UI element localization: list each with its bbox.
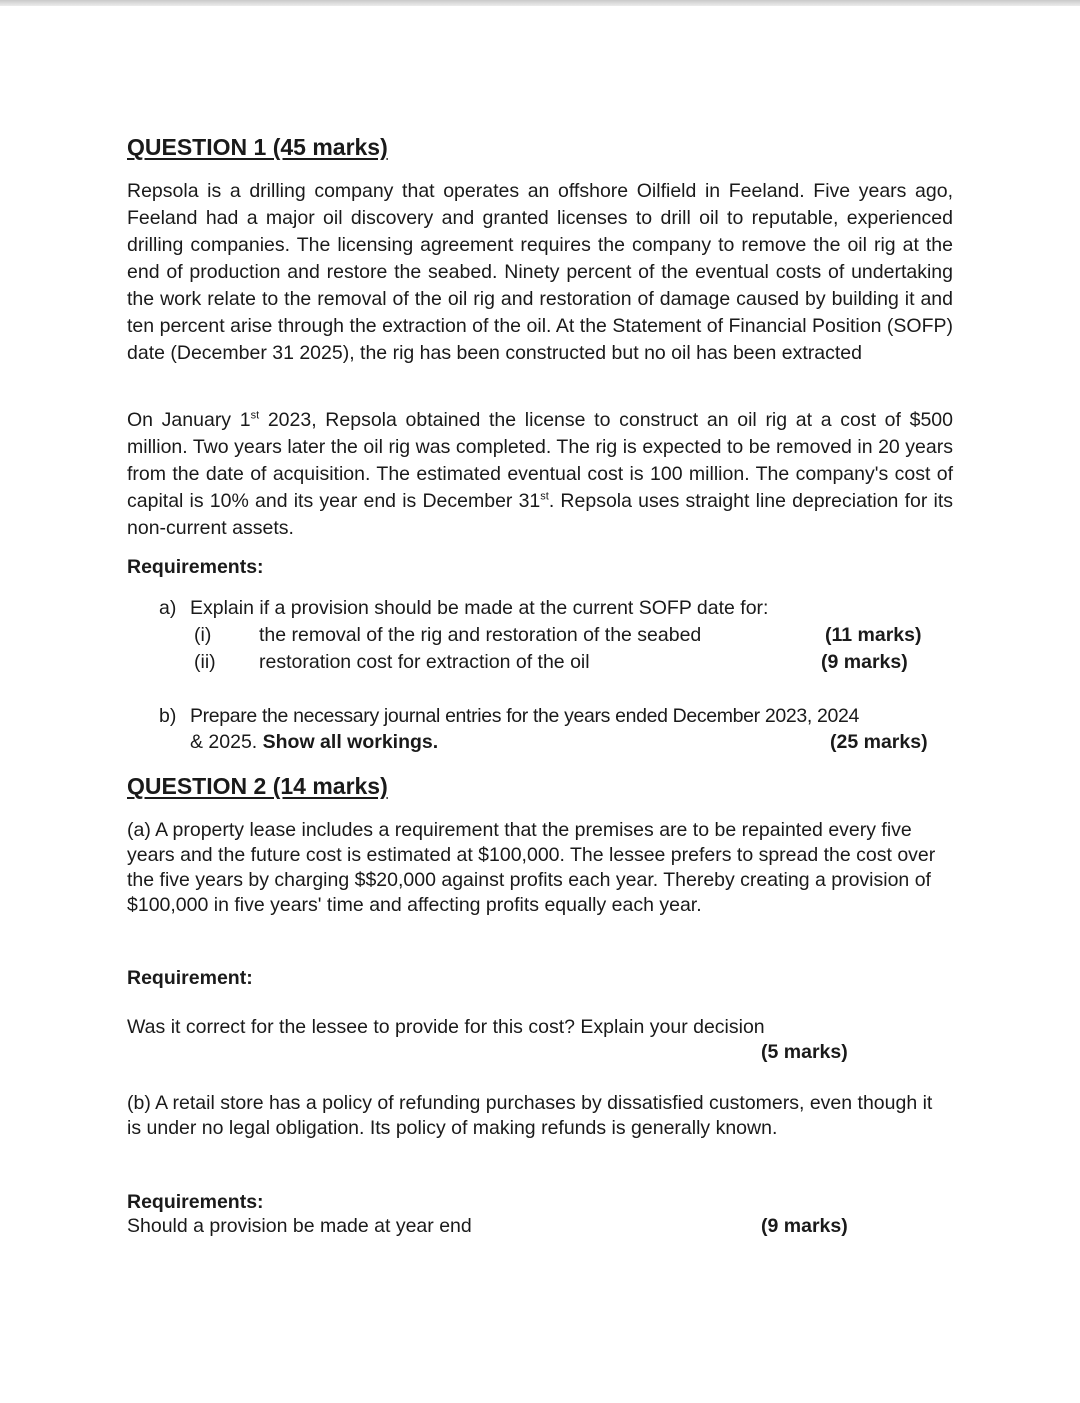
req-a-i-text: the removal of the rig and restoration of the seabed <box>259 624 702 646</box>
top-edge <box>0 0 1080 6</box>
req-a-ii-text: restoration cost for extraction of the oil <box>259 651 590 673</box>
question-1-paragraph-1: Repsola is a drilling company that operates an offshore Oilfield in Feeland. Five years ago, Feeland had a major oil discovery and granted licenses to drill oil to reputable, experienced drilling companies. The licensing agreement requires the company to remove the oil rig at the end of production and restore the seabed. Ninety percent of the eventual costs of undertaking the work relate to the removal of the oil rig and restoration of damage caused by building it and ten percent arise through the extraction of the oil. At the Statement of Financial Position (SOFP) date (December 31 2025), the rig has been constructed but no oil has been extracted <box>127 180 953 364</box>
question-2-requirement-label: Requirement: <box>127 967 253 989</box>
question-2-part-a-marks: (5 marks) <box>761 1041 848 1063</box>
question-2-part-b-marks: (9 marks) <box>761 1215 848 1237</box>
req-a-letter: a) <box>159 597 177 619</box>
para2-sup-1: st <box>250 409 260 422</box>
req-b-text-part: & 2025. <box>190 731 263 753</box>
req-b-emphasis: Show all workings. <box>262 731 439 753</box>
req-a-text: Explain if a provision should be made at the current SOFP date for: <box>190 597 769 619</box>
req-a-i-number: (i) <box>194 624 212 646</box>
question-2-part-b: (b) A retail store has a policy of refunding purchases by dissatisfied customers, even though it is under no legal obligation. Its policy of making refunds is generally known. <box>127 1092 933 1139</box>
question-1-paragraph-2 <box>127 407 953 542</box>
req-a-i-marks: (11 marks) <box>825 624 922 646</box>
req-b-text-line-1: Prepare the necessary journal entries for the years ended December 2023, 2024 <box>190 705 859 727</box>
para2-part-b: 2023, Repsola obtained the license to construct an oil rig at a cost of $500 million. Two years later the oil rig was completed. The rig is expected to be removed in 20 years from the date of acquisition. The estimated eventual cost is 100 million. The company's cost of capital is 10% and its year end is December 31 <box>127 409 953 512</box>
question-2-heading: QUESTION 2 (14 marks) <box>127 773 388 799</box>
question-2-part-a: (a) A property lease includes a requirement that the premises are to be repainted every five years and the future cost is estimated at $100,000. The lessee prefers to spread the cost over the five years by charging $$20,000 against profits each year. Thereby creating a provision of $100,000 in five years' time and affecting profits equally each year. <box>127 819 936 916</box>
req-a-ii-marks: (9 marks) <box>821 651 908 673</box>
question-2-part-a-question: Was it correct for the lessee to provide for this cost? Explain your decision <box>127 1016 765 1038</box>
question-1-heading: QUESTION 1 (45 marks) <box>127 134 388 160</box>
req-b-letter: b) <box>159 705 177 727</box>
question-2-part-b-question: Should a provision be made at year end <box>127 1215 472 1237</box>
req-a-ii-number: (ii) <box>194 651 216 673</box>
question-2-requirements-label: Requirements: <box>127 1191 264 1213</box>
question-1-requirements-label: Requirements: <box>127 556 264 578</box>
para2-sup-2: st <box>540 490 549 503</box>
req-b-marks: (25 marks) <box>830 731 928 753</box>
para2-part-a: On January 1 <box>127 409 251 431</box>
para2-part-c: . Repsola uses straight line depreciation for its non-current assets. <box>127 490 953 539</box>
req-b-text-line-2 <box>190 731 438 754</box>
